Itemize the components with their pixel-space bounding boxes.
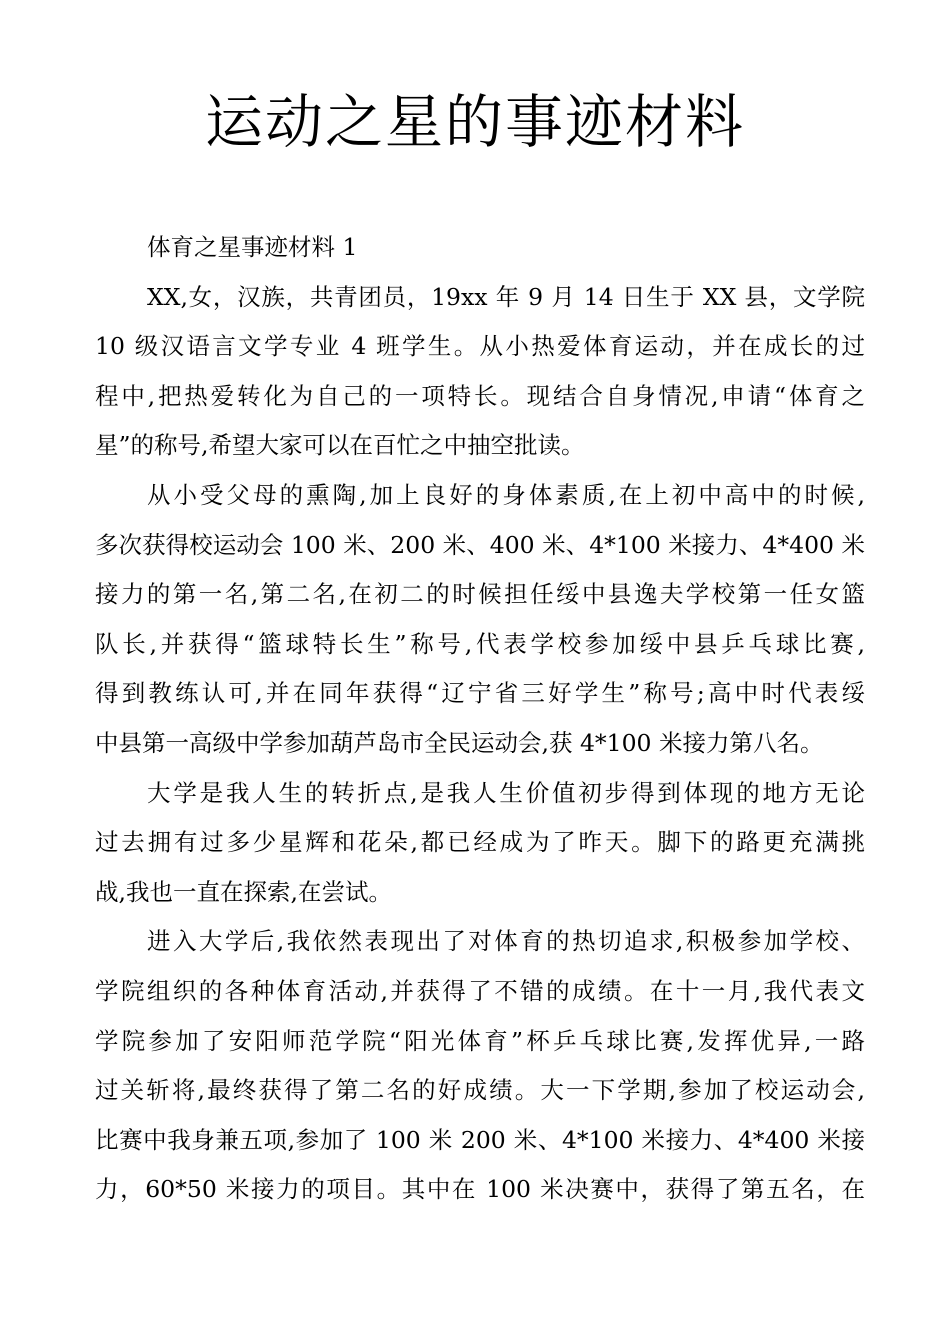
text-line: 程中,把热爱转化为自己的一项特长。现结合自身情况,申请“体育之 (95, 381, 865, 410)
text-line: 战,我也一直在探索,在尝试。 (95, 877, 392, 906)
text-line: 星”的称号,希望大家可以在百忙之中抽空批读。 (95, 431, 585, 460)
text-line: 得到教练认可,并在同年获得“辽宁省三好学生”称号;高中时代表绥 (95, 679, 865, 708)
text-line: 比赛中我身兼五项,参加了 100 米 200 米、4*100 米接力、4*400 米接 (95, 1125, 865, 1154)
document-title: 运动之星的事迹材料 (204, 88, 745, 156)
document-body (95, 223, 865, 1215)
text-line: 从小受父母的熏陶,加上良好的身体素质,在上初中高中的时候, (147, 480, 865, 509)
text-line: 多次获得校运动会 100 米、200 米、400 米、4*100 米接力、4*400 米 (95, 530, 865, 559)
text-line: 中县第一高级中学参加葫芦岛市全民运动会,获 4*100 米接力第八名。 (95, 728, 824, 757)
text-line: 队长,并获得“篮球特长生”称号,代表学校参加绥中县乒乓球比赛, (95, 629, 865, 658)
text-line: 大学是我人生的转折点,是我人生价值初步得到体现的地方无论 (147, 778, 865, 807)
text-line: 力，60*50 米接力的项目。其中在 100 米决赛中，获得了第五名，在 (95, 1175, 865, 1204)
text-line: 过关斩将,最终获得了第二名的好成绩。大一下学期,参加了校运动会, (95, 1076, 865, 1105)
text-line: 体育之星事迹材料 1 (147, 233, 358, 261)
text-line: 学院组织的各种体育活动,并获得了不错的成绩。在十一月,我代表文 (95, 976, 865, 1005)
text-line: 学院参加了安阳师范学院“阳光体育”杯乒乓球比赛,发挥优异,一路 (95, 1026, 865, 1055)
text-line: 进入大学后,我依然表现出了对体育的热切追求,积极参加学校、 (147, 927, 865, 956)
text-line: 10 级汉语言文学专业 4 班学生。从小热爱体育运动，并在成长的过 (95, 332, 865, 361)
text-line: 过去拥有过多少星辉和花朵,都已经成为了昨天。脚下的路更充满挑 (95, 828, 865, 857)
text-line: 接力的第一名,第二名,在初二的时候担任绥中县逸夫学校第一任女篮 (95, 580, 865, 609)
text-line: XX,女，汉族，共青团员，19xx 年 9 月 14 日生于 XX 县，文学院 (147, 282, 865, 311)
